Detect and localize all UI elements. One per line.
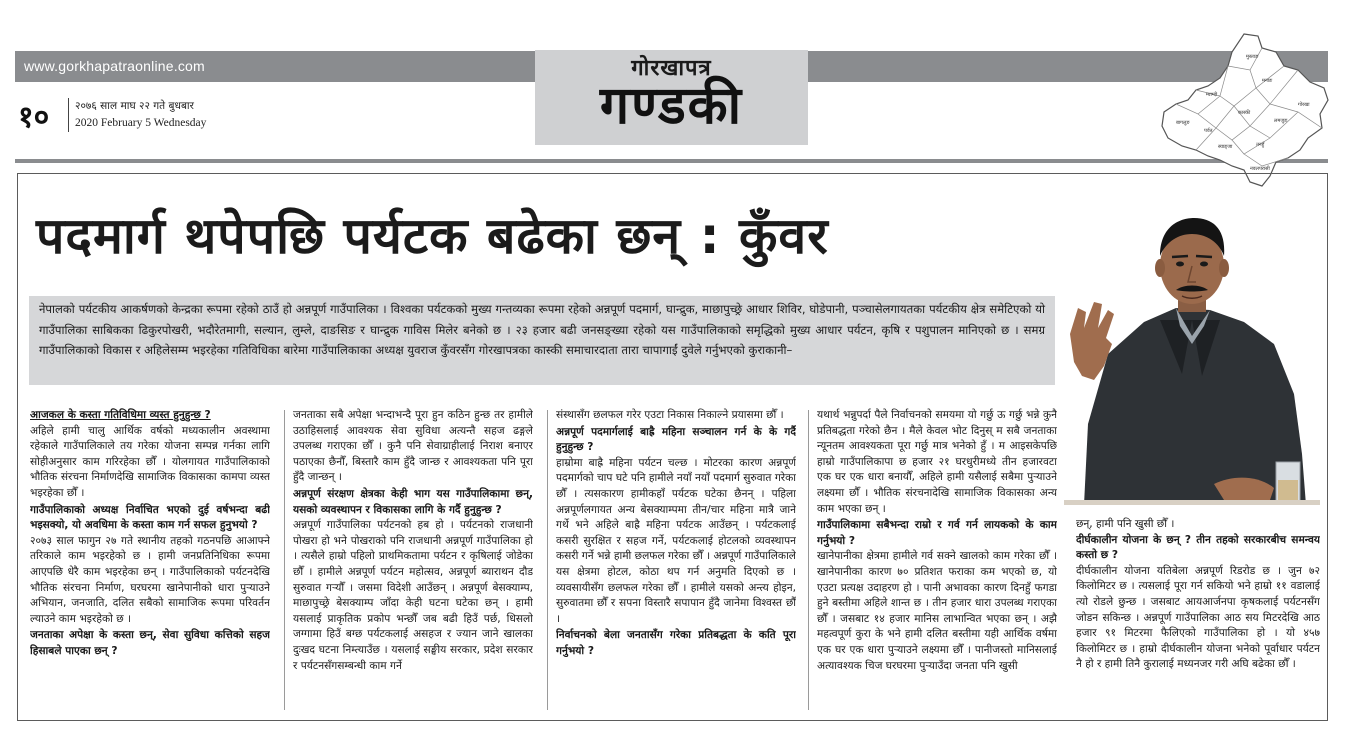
page-number-divider <box>68 98 69 132</box>
article-headline: पदमार्ग थपेपछि पर्यटक बढेका छन् : कुँवर <box>36 207 829 265</box>
article-column-2 <box>293 408 533 713</box>
header-bottom-rule <box>15 159 1328 163</box>
masthead-section-title: गण्डकी <box>599 76 744 136</box>
map-svg <box>1158 30 1330 192</box>
answer-4-continued: संस्थासँग छलफल गरेर एउटा निकास निकाल्ने प्रयासमा छौँ । <box>556 409 784 421</box>
answer-2: २०७३ साल फागुन २७ गते स्थानीय तहको गठनपछि आआफ्ने तरिकाले काम भइरहेको छ । हामी जनप्रतिनिधिका रूपमा आएपछि धेरै काम भइरहेका छन् । गाउँपालिकाको पर्यटनदेखि भौतिक संरचना निर्माण, घरघरमा खानेपानीको धारा पुऱ्याउने अभियान, जनजाति, दलित सबैको सामाजिक रूपमा परिवर्तन ल्याउने काम भइरहेको छ । <box>30 534 270 625</box>
question-2: गाउँपालिकाको अध्यक्ष निर्वाचित भएको दुई वर्षभन्दा बढी भइसक्यो, यो अवधिमा के कस्ता काम गर्न सफल हुनुभयो ? <box>30 503 270 532</box>
question-1: आजकल के कस्ता गतिविधिमा व्यस्त हुनुहुन्छ ? <box>30 409 211 421</box>
answer-7: खानेपानीका क्षेत्रमा हामीले गर्व सक्ने खालको काम गरेका छौँ । खानेपानीका कारण ७० प्रतिशत फराका कम भएको छ, यो एउटा प्रत्यक्ष उदाहरण हो । पानी अभावका कारण दिनहुँ फगडा हुने बस्तीमा अहिले शान्त छ । तीन हजार धारा उपलब्ध गराएका छौँ । जसबाट १४ हजार मानिस लाभान्वित भएका छन् । अझै महत्वपूर्ण कुरा के भने हामी दलित बस्तीमा यही आर्थिक वर्षमा एक घर एक धारा पुऱ्याउने लक्ष्यमा छौँ । पानीजस्तो मानिसलाई अत्यावश्यक चिज घरघरमा पुऱ्याउँदा जनता पनि खुसी <box>817 550 1057 672</box>
answer-8: दीर्घकालीन योजना यतिबेला अन्नपूर्ण रिडरोड छ । जुन ७२ किलोमिटर छ । त्यसलाई पूरा गर्न सकियो भने हाम्रो ११ वडालाई त्यो रोडले छुन्छ । जसबाट आयआर्जनपा कृषकलाई पर्यटनसँग जोडन सकिन्छ । अन्नपूर्ण गाउँपालिका आठ सय मिटरदेखि आठ हजार ९१ मिटरमा फैलिएको गाउँपालिका हो । यो ४५७ किलोमिटर छ । हाम्रो दीर्घकालीन योजना भनेको पूर्वाधार पर्यटन नै हो र हामी तिनै कुरालाई मध्यनजर गरी अघि बढेका छौँ । <box>1076 564 1320 671</box>
article-column-5 <box>1076 517 1320 713</box>
page-number: १० <box>18 100 50 135</box>
map-label-mustang: मुस्ताङ <box>1246 54 1259 60</box>
answer-6: यथार्थ भन्नुपर्दा पैले निर्वाचनको समयमा यो गर्छु ऊ गर्छु भन्ने कुनै प्रतिबद्धता गरेको छैन । मैले केवल भोट दिनुस् म सबै जनताका न्यूनतम आवश्यकता पूरा गर्छु मात्र भनेको हुँ । म आइसकेपछि हाम्रो गाउँपालिकापा छ हजार २१ घरधुरीमध्ये तीन हजारवटा एक घर एक धारा बनायौँ, अहिले हामी यसैलाई सबैमा पुऱ्याउने लक्ष्यमा छौँ । भौतिक संरचनादेखि सामाजिक विकासका अन्य काम भएका छन् । <box>817 409 1057 515</box>
question-3: जनताका अपेक्षा के कस्ता छन्, सेवा सुविधा कत्तिको सहज हिसाबले पाएका छन् ? <box>30 629 270 657</box>
article-column-4 <box>817 408 1057 713</box>
article-intro: नेपालको पर्यटकीय आकर्षणको केन्द्रका रूपमा रहेको ठाउँ हो अन्नपूर्ण गाउँपालिका । विश्वका पर्यटकको मुख्य गन्तव्यका रूपमा रहेको अन्नपूर्ण पदमार्ग, घान्द्रुक, माछापुच्छ्रे आधार शिविर, घोडेपानी, पञ्चासेलगायतका पर्यटकीय क्षेत्र समेटिएको यो गाउँपालिका साबिकका ढिकुरपोखरी, भदौरेतमागी, सल्यान, लुम्ले, दाङसिङ र घान्द्रुक गाविस मिलेर बनेको छ । २३ हजार बढी जनसङ्ख्या रहेको यस गाउँपालिकाको समृद्धिको मुख्य आधार पर्यटन, कृषि र पशुपालन मानिएको छ । समग्र गाउँपालिकाको विकास र अहिलेसम्म भइरहेका गतिविधिका बारेमा गाउँपालिकाका अध्यक्ष युवराज कुँवरसँग गोरखापत्रका कास्की समाचारदाता तारा चापागाईं दुवेले गर्नुभएको कुराकानी– <box>29 296 1055 385</box>
map-label-nawalparasi: नवलपरासी <box>1250 166 1270 172</box>
map-label-gorkha: गोरखा <box>1298 102 1310 108</box>
answer-1: अहिले हामी चालु आर्थिक वर्षको मध्यकालीन अवस्थामा रहेकाले गाउँपालिकाले तय गरेका योजना सम्पन्न गर्नका लागि सोहीअनुसार काम गरिरहेका छौँ । योलगायत गाउँपालिकाको भौतिक संरचना निर्माणदेखि सामाजिक विकासका कामपा व्यस्त भइरहेका छौँ । <box>30 424 270 499</box>
answer-3: जनताका सबै अपेक्षा भन्दाभन्दै पूरा हुन कठिन हुन्छ तर हामीले उठाहिसलाई आवश्यक सेवा सुविधा अत्यन्तै सहज ढङ्गले उपलब्ध गराएका छौँ । कुनै पनि सेवाग्राहीलाई निराश बनाएर पठाएका छैनौँ, बिस्तारै काम हुँदै जान्छ र आवश्यकता पनि पूरा हुँदै जान्छन् । <box>293 409 533 484</box>
map-label-tanahun: तनहुँ <box>1256 142 1265 148</box>
question-6: निर्वाचनको बेला जनतासँग गरेका प्रतिबद्धता के कति पूरा गर्नुभयो ? <box>556 629 796 657</box>
column-divider-3 <box>808 410 809 710</box>
map-label-lamjung: लमजुङ <box>1274 118 1288 124</box>
question-8: दीर्घकालीन योजना के छन् ? तीन तहको सरकारबीच समन्वय कस्तो छ ? <box>1076 533 1320 562</box>
website-url: www.gorkhapatraonline.com <box>24 58 205 74</box>
question-7: गाउँपालिकामा सबैभन्दा राम्रो र गर्व गर्न लायकको के काम गर्नुभयो ? <box>817 519 1057 547</box>
answer-7-continued: छन्, हामी पनि खुसी छौँ । <box>1076 518 1175 530</box>
interviewee-photo <box>1064 204 1320 505</box>
masthead-newspaper-name: गोरखापत्र <box>631 56 712 81</box>
answer-4: अन्नपूर्ण गाउँपालिका पर्यटनको हब हो । पर्यटनको राजधानी पोखरा हो भने पोखराको पनि राजधानी अन्नपूर्ण गाउँपालिका हो । त्यसैले हाम्रो पहिलो प्राथमिकतामा पर्यटन र कृषिलाई जोडेका छौँ । हामीले अन्नपूर्ण पर्यटन महोत्सव, अन्नपूर्ण ब्याराथन दौड सुरुवात गऱ्यौँ । जसमा विदेशी आउँछन् । अन्नपूर्ण बेसक्याम्प, माछापुच्छ्रे बेसक्याम्प जाँदा केही घटना घटेका छन् । हामी यसलाई प्राकृतिक प्रकोप भन्छौँ जब बढी हिउँ पर्छ, धिसलो जग्गामा हिउँ बग्छ पर्यटकलाई असहज र ज्यान जाने खालका दुःखद घटना निम्त्याउँछ । यसलाई सङ्घीय सरकार, प्रदेश सरकार र पर्यटनसँगसम्बन्धी काम गर्ने <box>293 519 533 672</box>
date-english: 2020 February 5 Wednesday <box>75 117 207 129</box>
portrait-illustration <box>1064 204 1320 505</box>
map-label-parbat: पर्वत <box>1204 128 1213 134</box>
column-divider-1 <box>284 410 285 710</box>
map-label-kaski: कास्की <box>1238 110 1251 116</box>
date-nepali: २०७६ साल माघ २२ गते बुधबार <box>75 100 194 112</box>
map-label-manang: मनाङ <box>1262 78 1273 84</box>
map-label-baglung: बागलुङ <box>1176 120 1190 126</box>
article-column-1 <box>30 408 270 713</box>
map-label-myagdi: म्याग्दी <box>1206 92 1218 98</box>
article-column-3 <box>556 408 796 713</box>
answer-5: हाम्रोमा बाह्रै महिना पर्यटन चल्छ । मोटरका कारण अन्नपूर्ण पदमार्गको चाप घटे पनि हामीले नयाँ नयाँ पदमार्ग सुरुवात गरेका छौँ । त्यसकारण हामीकहाँ पर्यटक घटेका छैनन् । पहिला अन्नपूर्णलगायत अन्य बेसक्याम्पमा तीन/चार महिना मात्रै जाने गर्थे भने अहिले बाह्रै महिना पर्यटक आउँछन् । पर्यटकलाई कसरी सुरक्षित र सहज गर्ने, पर्यटकलाई होटलको व्यवस्थापन कसरी गर्ने भन्ने हामी छलफल गरेका छौँ । अन्नपूर्ण गाउँपालिकाले यस क्षेत्रमा होटल, कोठा थप गर्न अनुमति दिएको छ । व्यवसायीसँग छलफल गरेका छौँ । हामीले यसको अन्त्य होइन, सुरुवातमा छौँ र सपना विस्तारै सपापान हुँदै जानेमा विश्वस्त छौँ । <box>556 456 796 625</box>
question-4: अन्नपूर्ण संरक्षण क्षेत्रका केही भाग यस गाउँपालिकामा छन्, यसको व्यवस्थापन र विकासका लागि के गर्दै हुनुहुन्छ ? <box>293 487 533 516</box>
map-label-syangja: स्याङ्जा <box>1218 144 1233 150</box>
question-5: अन्नपूर्ण पदमार्गलाई बाह्रै महिना सञ्चालन गर्न के के गर्दै हुनुहुन्छ ? <box>556 425 796 454</box>
gandaki-province-map <box>1158 30 1330 192</box>
column-divider-2 <box>547 410 548 710</box>
